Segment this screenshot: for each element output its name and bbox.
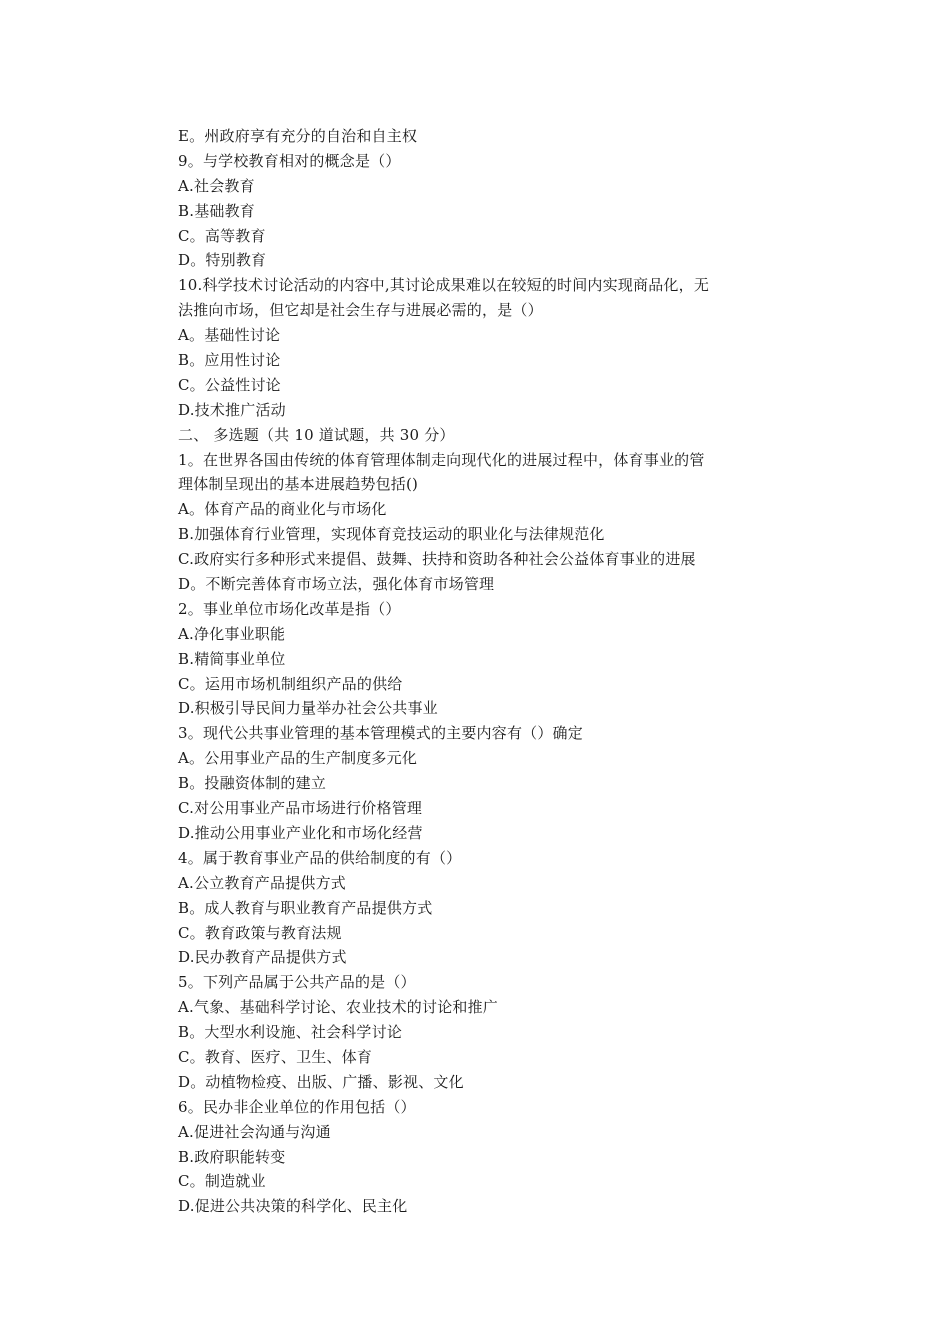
mc-option-d-q5: D。动植物检疫、出版、广播、影视、文化: [178, 1072, 464, 1091]
mc-option-a-q2: A.净化事业职能: [178, 624, 286, 643]
mc-option-a-q5: A.气象、基础科学讨论、农业技术的讨论和推广: [178, 998, 499, 1017]
document-page: [178, 124, 778, 1219]
option-a-q9: A.社会教育: [178, 176, 255, 195]
section-heading-multiple-choice: 二、 多选题（共 10 道试题，共 30 分）: [178, 425, 455, 444]
mc-option-a-q4: A.公立教育产品提供方式: [178, 873, 347, 892]
option-d-q9: D。特别教育: [178, 251, 267, 270]
mc-option-a-q3: A。公用事业产品的生产制度多元化: [178, 749, 418, 768]
mc-option-d-q1: D。不断完善体育市场立法，强化体育市场管理: [178, 575, 495, 594]
mc-option-a-q6: A.促进社会沟通与沟通: [178, 1122, 331, 1141]
mc-option-c-q5: C。教育、医疗、卫生、体育: [178, 1047, 373, 1066]
mc-option-a-q1: A。体育产品的商业化与市场化: [178, 500, 387, 519]
option-b-q10: B。应用性讨论: [178, 351, 281, 370]
mc-question-6: 6。民办非企业单位的作用包括（）: [178, 1097, 416, 1116]
mc-question-2: 2。事业单位市场化改革是指（）: [178, 599, 401, 618]
mc-option-b-q2: B.精简事业单位: [178, 649, 286, 668]
option-e-q8: E。州政府享有充分的自治和自主权: [178, 127, 418, 145]
mc-option-b-q3: B。投融资体制的建立: [178, 774, 327, 793]
mc-option-d-q3: D.推动公用事业产业化和市场化经营: [178, 823, 423, 842]
question-10-line-1: 10.科学技术讨论活动的内容中,其讨论成果难以在较短的时间内实现商品化，无: [178, 276, 710, 295]
mc-option-c-q1: C.政府实行多种形式来提倡、鼓舞、扶持和资助各种社会公益体育事业的进展: [178, 550, 696, 569]
mc-option-d-q6: D.促进公共决策的科学化、民主化: [178, 1197, 408, 1216]
mc-question-3: 3。现代公共事业管理的基本管理模式的主要内容有（）确定: [178, 724, 583, 743]
mc-option-d-q4: D.民办教育产品提供方式: [178, 948, 347, 967]
question-10-line-2: 法推向市场，但它却是社会生存与进展必需的，是（）: [178, 301, 543, 320]
option-a-q10: A。基础性讨论: [178, 326, 281, 345]
mc-option-b-q6: B.政府职能转变: [178, 1147, 286, 1166]
option-d-q10: D.技术推广活动: [178, 400, 286, 419]
mc-question-1-line-1: 1。在世界各国由传统的体育管理体制走向现代化的进展过程中，体育事业的管: [178, 450, 705, 469]
mc-option-c-q4: C。教育政策与教育法规: [178, 923, 342, 942]
option-c-q9: C。高等教育: [178, 226, 266, 245]
mc-question-5: 5。下列产品属于公共产品的是（）: [178, 973, 416, 992]
question-9: 9。与学校教育相对的概念是（）: [178, 151, 401, 170]
mc-option-d-q2: D.积极引导民间力量举办社会公共事业: [178, 699, 438, 718]
mc-question-1-line-2: 理体制呈现出的基本进展趋势包括(): [178, 475, 419, 494]
option-b-q9: B.基础教育: [178, 201, 255, 220]
mc-option-c-q6: C。制造就业: [178, 1172, 266, 1191]
mc-option-c-q2: C。运用市场机制组织产品的供给: [178, 674, 403, 693]
mc-option-c-q3: C.对公用事业产品市场进行价格管理: [178, 799, 423, 818]
mc-question-4: 4。属于教育事业产品的供给制度的有（）: [178, 848, 462, 867]
mc-option-b-q5: B。大型水利设施、社会科学讨论: [178, 1023, 403, 1042]
option-c-q10: C。公益性讨论: [178, 375, 281, 394]
mc-option-b-q4: B。成人教育与职业教育产品提供方式: [178, 898, 433, 917]
mc-option-b-q1: B.加强体育行业管理，实现体育竞技运动的职业化与法律规范化: [178, 525, 605, 544]
